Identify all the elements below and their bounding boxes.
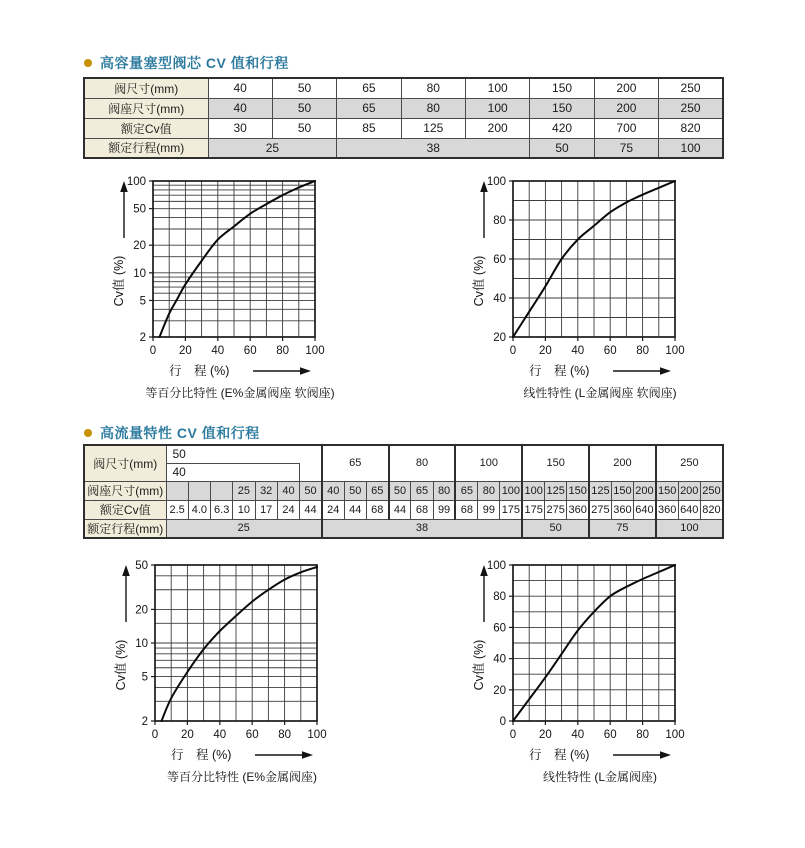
svg-text:20: 20 [493, 332, 506, 344]
table-cell [188, 481, 210, 500]
x-axis-title: 行 程 (%) [171, 748, 232, 762]
table-cell: 50 [344, 481, 366, 500]
table-cell: 125 [401, 118, 465, 138]
table-cell: 80 [433, 481, 455, 500]
chart-linear-highflow [466, 554, 716, 792]
table-cell: 65 [337, 98, 401, 118]
svg-text:5: 5 [141, 671, 148, 684]
svg-text:20: 20 [493, 684, 506, 697]
size-50-label: 50 [172, 447, 186, 461]
x-axis-title: 行 程 (%) [169, 364, 230, 378]
table-cell: 68 [366, 500, 388, 519]
svg-text:100: 100 [307, 729, 327, 741]
svg-text:80: 80 [636, 729, 649, 741]
plug-cv-travel-table [83, 77, 724, 159]
chart-caption: 等百分比特性 (E%金属阀座) [166, 770, 318, 784]
table-cell: 50 [522, 519, 589, 538]
table-cell: 250 [659, 78, 723, 98]
table-cell: 40 [208, 98, 272, 118]
bullet-icon [84, 59, 92, 67]
svg-text:80: 80 [278, 729, 291, 741]
chart-caption: 等百分比特性 (E%金属阀座 软阀座) [145, 386, 335, 400]
svg-text:60: 60 [243, 345, 257, 357]
table-cell: 2.5 [166, 500, 188, 519]
svg-text:0: 0 [499, 716, 506, 728]
table-cell: 80 [478, 481, 500, 500]
y-axis-title: Cv值 (%) [472, 255, 486, 307]
table-cell: 50 [530, 138, 594, 158]
svg-text:100: 100 [486, 560, 506, 572]
table-cell: 50 [389, 481, 411, 500]
table-cell: 150 [530, 78, 594, 98]
table-cell [166, 481, 188, 500]
table-cell: 99 [478, 500, 500, 519]
curve [160, 181, 316, 337]
table-cell: 75 [589, 519, 656, 538]
plug-cv-table-wrap [83, 77, 724, 159]
table-cell: 275 [589, 500, 611, 519]
table-cell: 40 [208, 78, 272, 98]
table-cell: 275 [545, 500, 567, 519]
size-group-cell: 100 [455, 445, 522, 481]
svg-text:80: 80 [493, 215, 506, 227]
table-cell [211, 481, 233, 500]
table-cell: 44 [389, 500, 411, 519]
x-axis-title: 行 程 (%) [529, 748, 590, 762]
svg-text:100: 100 [486, 176, 506, 188]
table-cell: 24 [277, 500, 299, 519]
section-title-highflow [84, 423, 260, 443]
highflow-cv-table-wrap [83, 444, 724, 539]
table-cell: 65 [366, 481, 388, 500]
table-cell: 200 [466, 118, 530, 138]
svg-text:0: 0 [509, 729, 517, 741]
table-cell: 360 [567, 500, 589, 519]
table-cell: 38 [322, 519, 522, 538]
row-header: 阀座尺寸(mm) [84, 481, 166, 500]
table-cell: 100 [466, 78, 530, 98]
svg-text:100: 100 [126, 176, 146, 188]
svg-text:0: 0 [151, 729, 159, 741]
table-cell: 360 [611, 500, 633, 519]
svg-text:20: 20 [539, 345, 552, 357]
table-cell: 175 [522, 500, 544, 519]
table-cell: 50 [272, 118, 336, 138]
table-cell: 100 [466, 98, 530, 118]
table-cell: 6.3 [211, 500, 233, 519]
svg-text:40: 40 [571, 729, 585, 741]
svg-text:100: 100 [665, 345, 685, 357]
y-axis-title: Cv值 (%) [112, 255, 126, 307]
svg-text:0: 0 [509, 345, 517, 357]
chart-equal-percentage-plug [106, 170, 356, 408]
table-cell: 640 [634, 500, 656, 519]
svg-text:2: 2 [141, 716, 148, 728]
table-cell: 200 [594, 98, 658, 118]
svg-text:60: 60 [493, 254, 506, 266]
svg-text:100: 100 [305, 345, 325, 357]
table-cell: 25 [166, 519, 322, 538]
svg-text:2: 2 [139, 332, 146, 344]
size-group-cell: 80 [389, 445, 456, 481]
svg-text:80: 80 [276, 345, 289, 357]
row-header: 额定行程(mm) [84, 519, 166, 538]
size-group-cell: 150 [522, 445, 589, 481]
svg-text:50: 50 [133, 203, 146, 216]
row-header: 阀尺寸(mm) [84, 445, 166, 481]
svg-text:20: 20 [133, 240, 146, 253]
svg-text:20: 20 [179, 345, 192, 357]
svg-text:80: 80 [493, 591, 506, 604]
section-title-plug [84, 53, 289, 73]
svg-text:20: 20 [135, 604, 148, 617]
row-header: 额定行程(mm) [84, 138, 208, 158]
table-cell: 80 [401, 78, 465, 98]
svg-text:60: 60 [603, 729, 617, 741]
table-cell: 25 [208, 138, 337, 158]
table-cell: 820 [659, 118, 723, 138]
x-axis-title: 行 程 (%) [529, 364, 590, 378]
table-cell: 68 [455, 500, 477, 519]
table-cell: 38 [337, 138, 530, 158]
section-title-text: 高容量塞型阀芯 CV 值和行程 [100, 55, 289, 71]
table-cell: 150 [530, 98, 594, 118]
svg-text:40: 40 [493, 293, 506, 305]
table-cell: 420 [530, 118, 594, 138]
table-cell: 25 [233, 481, 255, 500]
table-cell: 50 [272, 98, 336, 118]
table-cell: 150 [611, 481, 633, 500]
table-cell: 68 [411, 500, 433, 519]
section-title-text: 高流量特性 CV 值和行程 [100, 425, 260, 441]
table-cell: 125 [545, 481, 567, 500]
table-cell: 175 [500, 500, 522, 519]
svg-text:50: 50 [135, 560, 148, 572]
table-cell: 4.0 [188, 500, 210, 519]
table-cell: 44 [344, 500, 366, 519]
chart-equal-percentage-highflow [108, 554, 358, 792]
svg-text:60: 60 [493, 622, 506, 635]
svg-text:0: 0 [149, 345, 157, 357]
table-cell: 99 [433, 500, 455, 519]
chart-caption: 线性特性 (L金属阀座) [542, 770, 658, 784]
table-cell: 50 [300, 481, 322, 500]
row-header: 阀座尺寸(mm) [84, 98, 208, 118]
svg-text:60: 60 [245, 729, 259, 741]
svg-text:20: 20 [539, 729, 552, 741]
table-cell: 44 [300, 500, 322, 519]
table-cell: 65 [337, 78, 401, 98]
table-cell: 40 [322, 481, 344, 500]
table-cell: 24 [322, 500, 344, 519]
size-group-cell: 250 [656, 445, 723, 481]
table-cell: 40 [277, 481, 299, 500]
row-header: 额定Cv值 [84, 118, 208, 138]
table-cell: 100 [659, 138, 723, 158]
svg-text:20: 20 [181, 729, 194, 741]
chart-linear-plug [466, 170, 716, 408]
svg-text:100: 100 [665, 729, 685, 741]
chart-caption: 线性特性 (L金属阀座 软阀座) [523, 386, 677, 400]
size-40-label: 40 [172, 464, 186, 479]
table-cell: 200 [678, 481, 700, 500]
table-cell: 820 [700, 500, 723, 519]
svg-text:60: 60 [603, 345, 617, 357]
size-group-cell: 200 [589, 445, 656, 481]
table-cell: 700 [594, 118, 658, 138]
svg-text:5: 5 [139, 295, 146, 308]
table-cell: 125 [589, 481, 611, 500]
table-cell: 100 [656, 519, 723, 538]
table-cell: 250 [659, 98, 723, 118]
y-axis-title: Cv值 (%) [114, 639, 128, 691]
size-group-cell: 65 [322, 445, 389, 481]
svg-text:10: 10 [135, 638, 148, 650]
table-cell: 100 [500, 481, 522, 500]
svg-text:40: 40 [211, 345, 225, 357]
svg-text:40: 40 [493, 653, 506, 666]
table-cell: 50 [272, 78, 336, 98]
table-cell: 85 [337, 118, 401, 138]
table-cell: 65 [455, 481, 477, 500]
table-cell: 17 [255, 500, 277, 519]
row-header: 额定Cv值 [84, 500, 166, 519]
table-cell: 150 [656, 481, 678, 500]
table-cell: 150 [567, 481, 589, 500]
table-cell: 32 [255, 481, 277, 500]
svg-text:40: 40 [213, 729, 227, 741]
row-header: 阀尺寸(mm) [84, 78, 208, 98]
highflow-cv-travel-table [83, 444, 724, 539]
table-cell: 65 [411, 481, 433, 500]
table-cell: 250 [700, 481, 723, 500]
table-cell: 360 [656, 500, 678, 519]
table-cell: 30 [208, 118, 272, 138]
table-cell: 200 [594, 78, 658, 98]
table-cell: 100 [522, 481, 544, 500]
table-cell: 75 [594, 138, 658, 158]
table-cell: 80 [401, 98, 465, 118]
table-cell: 200 [634, 481, 656, 500]
table-cell: 10 [233, 500, 255, 519]
svg-text:40: 40 [571, 345, 585, 357]
bullet-icon [84, 429, 92, 437]
table-cell: 640 [678, 500, 700, 519]
y-axis-title: Cv值 (%) [472, 639, 486, 691]
svg-text:80: 80 [636, 345, 649, 357]
svg-text:10: 10 [133, 267, 146, 280]
stepped-size-cell [166, 445, 322, 481]
